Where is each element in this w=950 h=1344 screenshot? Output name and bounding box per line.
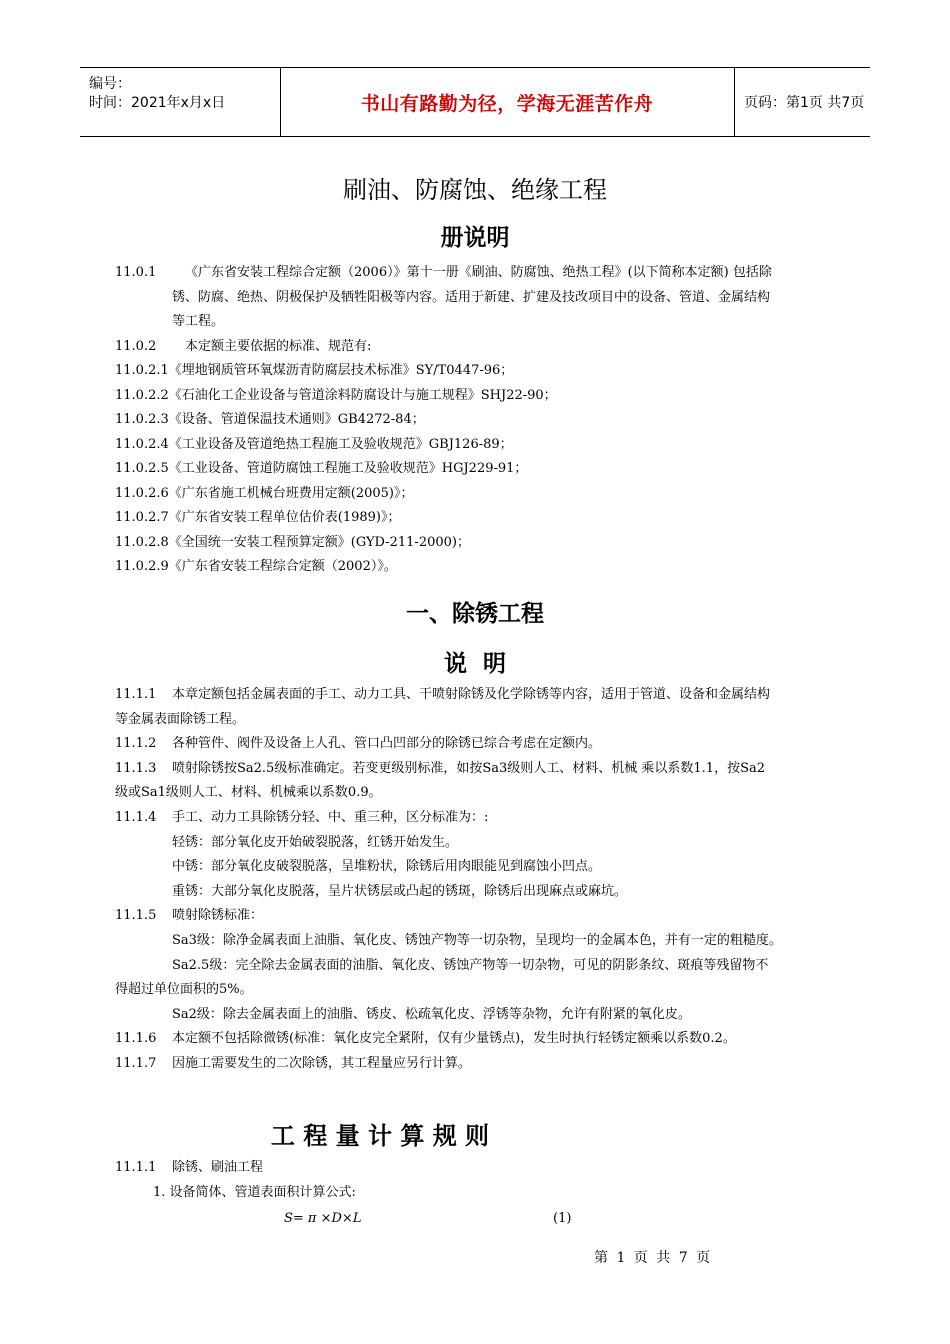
rules-heading: 工 程 量 计 算 规 则 (270, 1122, 490, 1150)
paragraph-line: 得超过单位面积的5%。 (115, 982, 253, 998)
paragraph-line: 11.0.2.5《工业设备、管道防腐蚀工程施工及验收规范》HGJ229-91； (115, 461, 528, 476)
indented-line: Sa3级：除净金属表面上油脂、氧化皮、锈蚀产物等一切杂物，呈现均一的金属本色，并有一定的粗糙度。 (172, 933, 782, 948)
paragraph-line: 11.0.2.3《设备、管道保温技术通则》GB4272-84； (115, 412, 425, 427)
numbered-paragraph (115, 261, 772, 284)
explain-heading: 说 明 (443, 651, 506, 677)
clause-number: 11.1.3 (115, 760, 157, 776)
clause-number: 11.1.1 (115, 1160, 157, 1175)
number-label: 编号： (89, 76, 131, 92)
clause-text: 本定额主要依据的标准、规范有: (185, 338, 372, 354)
header-left-cell (80, 68, 281, 136)
time-label: 时间：2021年x月x日 (89, 95, 226, 111)
sub-item: 1. 设备简体、管道表面积计算公式: (153, 1185, 356, 1200)
paragraph-line: 级或Sa1级则人工、材料、机械乘以系数0.9。 (115, 785, 382, 801)
clause-text: 因施工需要发生的二次除锈，其工程量应另行计算。 (172, 1056, 472, 1071)
clause-number: 11.1.4 (115, 810, 157, 825)
document-header (80, 67, 870, 137)
paragraph-line: 11.0.2.9《广东省安装工程综合定额（2002）》。 (115, 559, 397, 574)
header-page-cell (735, 68, 870, 136)
clause-text: 手工、动力工具除锈分轻、中、重三种，区分标准为：: (172, 810, 489, 825)
header-motto-cell (280, 68, 735, 136)
paragraph-line: 等金属表面除锈工程。 (115, 711, 246, 727)
indented-line: Sa2.5级：完全除去金属表面的油脂、氧化皮、锈蚀产物等一切杂物，可见的阴影条纹、斑痕等残留物不 (172, 957, 769, 973)
paragraph-line: 11.0.2.7《广东省安装工程单位估价表(1989)》； (115, 510, 401, 525)
clause-text: 各种管件、阀件及设备上人孔、管口凸凹部分的除锈已综合考虑在定额内。 (172, 736, 602, 752)
numbered-paragraph (115, 1156, 263, 1179)
indented-line: 轻锈：部分氧化皮开始破裂脱落，红锈开始发生。 (172, 834, 459, 850)
indented-line: 重锈：大部分氧化皮脱落，呈片状锈层或凸起的锈斑，除锈后出现麻点或麻坑。 (172, 883, 628, 899)
clause-number: 11.1.1 (115, 687, 157, 702)
clause-number: 11.1.2 (115, 736, 157, 752)
formula: S= π ×D×L (284, 1211, 362, 1226)
clause-number: 11.1.5 (115, 908, 157, 924)
paragraph-continuation: 等工程。 (172, 314, 225, 329)
numbered-paragraph (115, 732, 601, 755)
numbered-paragraph (115, 1027, 736, 1050)
chapter-heading: 一、除锈工程 (406, 601, 544, 627)
formula-number: (1) (553, 1211, 572, 1226)
paragraph-line: 11.0.2.2《石油化工企业设备与管道涂料防腐设计与施工规程》SHJ22-90； (115, 387, 557, 403)
numbered-paragraph (115, 1052, 471, 1075)
clause-text: 喷射除锈标准： (172, 908, 264, 924)
page-info: 页码：第1页 共7页 (744, 95, 865, 111)
clause-number: 11.1.7 (115, 1056, 157, 1071)
document-title: 刷油、防腐蚀、绝缘工程 (343, 176, 607, 204)
clause-text: 《广东省安装工程综合定额（2006）》第十一册《刷油、防腐蚀、绝热工程》(以下简称本定额) 包括除 (185, 265, 772, 280)
clause-text: 本定额不包括除微锈(标准：氧化皮完全紧附，仅有少量锈点)，发生时执行轻锈定额乘以系数0.2。 (172, 1031, 736, 1047)
paragraph-line: 11.0.2.4《工业设备及管道绝热工程施工及验收规范》GBJ126-89； (115, 436, 513, 452)
clause-number: 11.1.6 (115, 1031, 157, 1047)
numbered-paragraph (115, 757, 765, 780)
numbered-paragraph (115, 335, 371, 358)
clause-number: 11.0.2 (115, 338, 157, 354)
numbered-paragraph (115, 806, 488, 829)
volume-heading: 册说明 (440, 225, 510, 251)
paragraph-continuation: 锈、防腐、绝热、阴极保护及牺牲阳极等内容。适用于新建、扩建及技改项目中的设备、管道、金属结构 (172, 289, 771, 305)
numbered-paragraph (115, 904, 263, 927)
motto-text: 书山有路勤为径，学海无涯苦作舟 (360, 92, 654, 115)
paragraph-line: 11.0.2.8《全国统一安装工程预算定额》(GYD-211-2000)； (115, 534, 470, 550)
paragraph-line: 11.0.2.6《广东省施工机械台班费用定额(2005)》； (115, 485, 414, 501)
indented-line: Sa2级：除去金属表面上的油脂、锈皮、松疏氧化皮、浮锈等杂物，允许有附紧的氧化皮。 (172, 1006, 691, 1022)
numbered-paragraph (115, 683, 770, 706)
clause-text: 喷射除锈按Sa2.5级标准确定。若变更级别标准，如按Sa3级则人工、材料、机械 乘以系数1.1，按Sa2 (172, 760, 765, 776)
paragraph-line: 11.0.2.1《埋地钢质管环氧煤沥青防腐层技术标准》SY/T0447-96； (115, 363, 514, 378)
clause-number: 11.0.1 (115, 265, 157, 280)
page-footer: 第 1 页 共 7 页 (594, 1250, 711, 1266)
indented-line: 中锈：部分氧化皮破裂脱落，呈堆粉状，除锈后用肉眼能见到腐蚀小凹点。 (172, 859, 602, 875)
clause-text: 除锈、刷油工程 (172, 1160, 264, 1175)
clause-text: 本章定额包括金属表面的手工、动力工具、干喷射除锈及化学除锈等内容，适用于管道、设备和金属结构 (172, 687, 771, 702)
